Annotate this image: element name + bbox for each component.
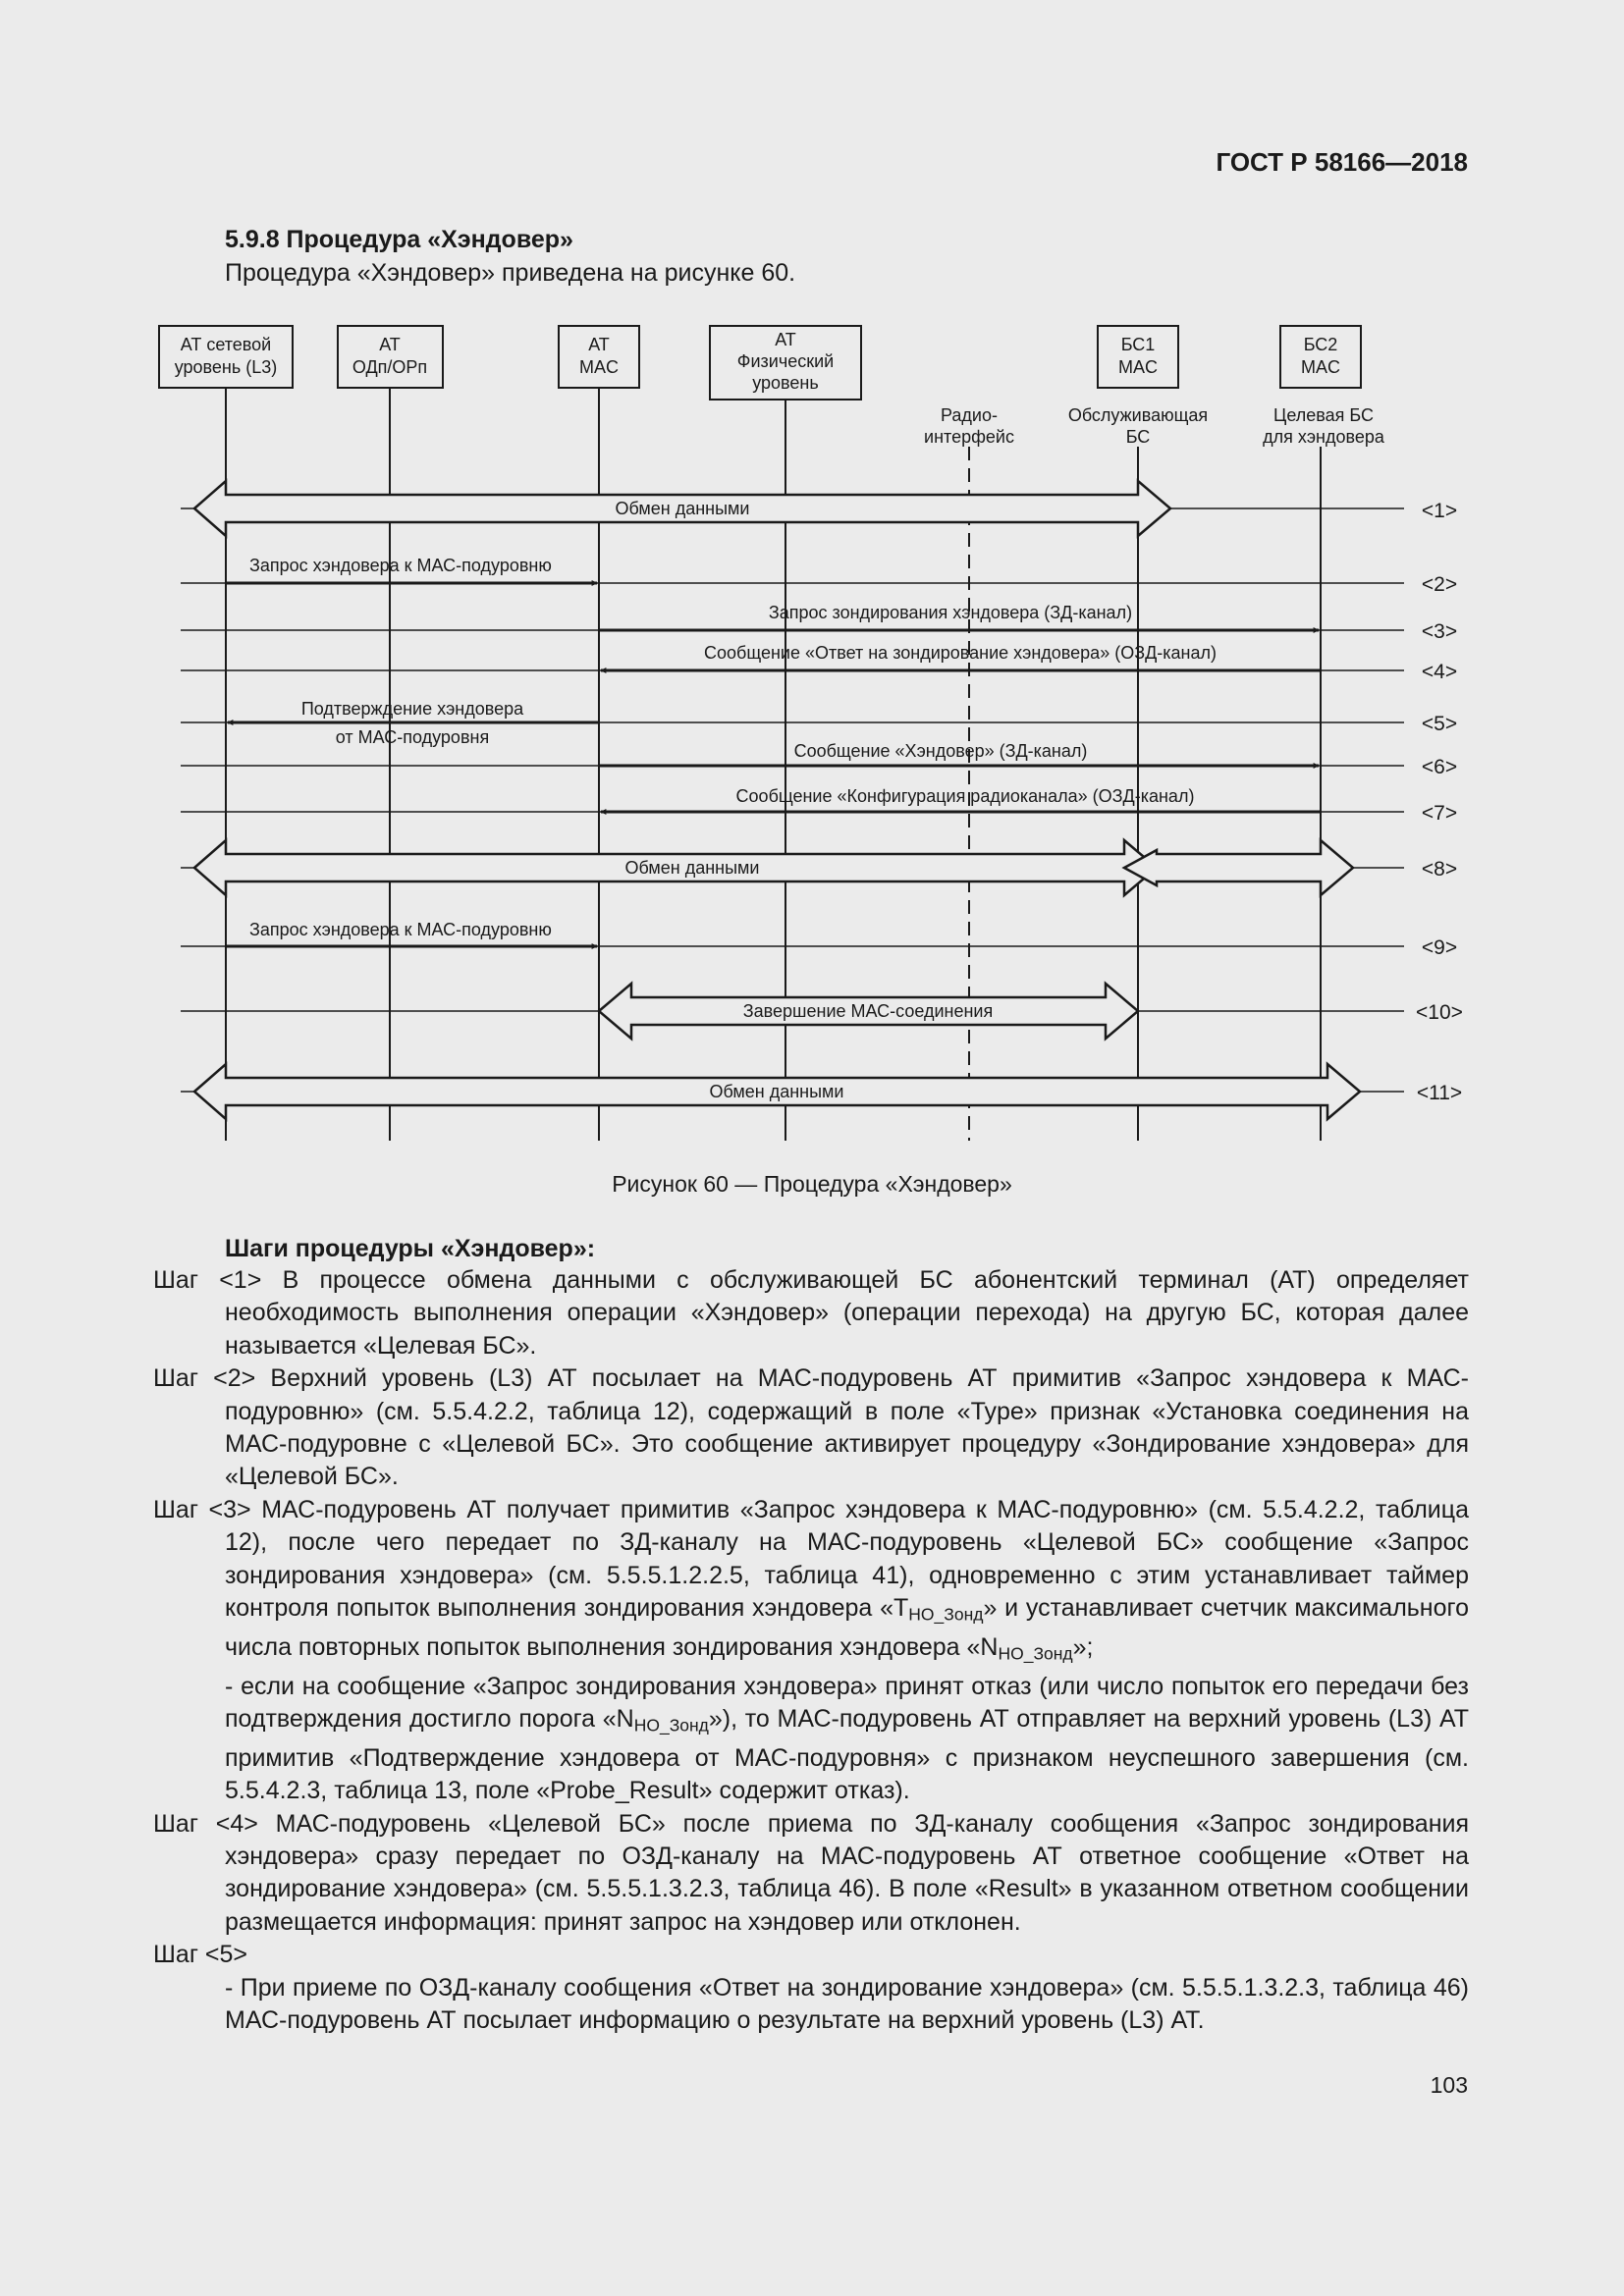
msg-label-5a: Подтверждение хэндовера (300, 699, 524, 719)
msg-label-1: Обмен данными (615, 499, 750, 518)
entity-at-phy-line1: АТ (775, 330, 796, 349)
entity-bs1-line1: БС1 (1120, 335, 1156, 354)
steps-title: Шаги процедуры «Хэндовер»: (225, 1235, 596, 1262)
bs1-role-line1: Обслуживающая (1067, 405, 1209, 425)
step-number-10: <10> (1416, 1001, 1463, 1024)
entity-at-odp-line2: ОДп/ОРп (352, 357, 428, 377)
section-title: 5.9.8 Процедура «Хэндовер» (225, 226, 573, 253)
entity-at-mac-line1: АТ (588, 335, 610, 354)
entity-bs2-line1: БС2 (1303, 335, 1338, 354)
entity-at-phy-line2: Физический (736, 351, 835, 371)
msg-label-5b: от МАС-подуровня (335, 727, 490, 747)
section-intro: Процедура «Хэндовер» приведена на рисунке 60. (225, 259, 796, 287)
entity-at-l3-line1: АТ сетевой (180, 335, 272, 354)
page-number: 103 (1430, 2072, 1468, 2098)
step-number-11: <11> (1416, 1082, 1463, 1104)
step-3-part-c: »; (1072, 1632, 1094, 1661)
step-3-subscript-t: НО_Зонд (908, 1604, 984, 1625)
radio-label-line2: интерфейс (924, 427, 1014, 447)
msg-label-11: Обмен данными (709, 1082, 844, 1101)
msg-label-7: Сообщение «Конфигурация радиоканала» (ОЗД-канал) (735, 786, 1195, 806)
step-number-5: <5> (1421, 713, 1458, 735)
bs2-role-line1: Целевая БС (1273, 405, 1374, 425)
entity-at-l3-line2: уровень (L3) (174, 357, 278, 377)
step-5-detail: - При приеме по ОЗД-каналу сообщения «Ответ на зондирование хэндовера» (см. 5.5.5.1.3.2.3, таблица 46) МАС-подуровень АТ посылает информацию о результате на верхний уровень (L3) АТ. (225, 1973, 1469, 2035)
entity-at-phy-line3: уровень (752, 373, 819, 393)
step-3-detail-part2: »), то МАС-подуровень АТ отправляет на верхний уровень (L3) АТ примитив «Подтверждение хэндовера от МАС-подуровня» с признаком неуспешного завершения (см. 5.5.4.2.3, таблица 13, поле «Probe_Result» содержит отказ). (225, 1705, 1469, 1805)
step-number-2: <2> (1421, 573, 1458, 596)
radio-label-line1: Радио- (941, 405, 998, 425)
bs1-role-line2: БС (1125, 427, 1151, 447)
entity-bs1-line2: MAC (1118, 357, 1158, 377)
step-1-text: Шаг <1> В процессе обмена данными с обслуживающей БС абонентский терминал (АТ) определяет необходимость выполнения операции «Хэндовер» (операции перехода) на другую БС, которая далее называется «Целевая БС». (153, 1266, 1469, 1360)
step-3-text (153, 1494, 1469, 1671)
step-3-detail-part1: - если на сообщение «Запрос зондирования хэндовера» принят отказ (или число попыток его передачи без подтверждения достигло порога «N (225, 1672, 1469, 1734)
msg-label-10: Завершение МАС-соединения (742, 1001, 994, 1021)
step-number-9: <9> (1421, 936, 1458, 959)
entity-at-odp-line1: АТ (379, 335, 401, 354)
step-number-3: <3> (1421, 620, 1458, 643)
entity-at-mac-line2: MAC (579, 357, 619, 377)
msg-label-3: Запрос зондирования хэндовера (ЗД-канал) (768, 603, 1133, 622)
double-arrow-8b (1124, 840, 1353, 895)
step-3-part-b: » и устанавливает счетчик максимального числа повторных попыток выполнения зондирования хэндовера «N (225, 1594, 1469, 1661)
msg-label-4: Сообщение «Ответ на зондирование хэндовера» (ОЗД-канал) (704, 643, 1217, 663)
step-3-detail-subscript: НО_Зонд (633, 1715, 709, 1735)
step-3-detail (153, 1671, 1469, 1808)
step-4-text: Шаг <4> МАС-подуровень «Целевой БС» после приема по ЗД-каналу сообщения «Запрос зондирования хэндовера» сразу передает по ОЗД-каналу на МАС-подуровень АТ ответное сообщение «Ответ на зондирование хэндовера» (см. 5.5.5.1.3.2.3, таблица 46). В поле «Result» в указанном ответном сообщении размещается информация: принят запрос на хэндовер или отклонен. (153, 1809, 1469, 1936)
step-number-4: <4> (1421, 661, 1458, 683)
step-number-8: <8> (1421, 858, 1458, 881)
step-3-part-a: Шаг <3> МАС-подуровень АТ получает примитив «Запрос хэндовера к МАС-подуровню» (см. 5.5.4.2.2, таблица 12), после чего передает по ЗД-каналу на МАС-подуровень «Целевой БС» сообщение «Запрос зондирования хэндовера» (см. 5.5.5.1.2.2.5, таблица 41), одновременно с этим устанавливает таймер контроля попыток выполнения зондирования хэндовера «T (153, 1495, 1469, 1623)
step-2-text: Шаг <2> Верхний уровень (L3) АТ посылает на МАС-подуровень АТ примитив «Запрос хэндовера к МАС-подуровню» (см. 5.5.4.2.2, таблица 12), содержащий в поле «Type» признак «Установка соединения на МАС-подуровне с «Целевой БС». Это сообщение активирует процедуру «Зондирование хэндовера» для «Целевой БС». (153, 1364, 1469, 1491)
step-number-7: <7> (1421, 802, 1458, 825)
msg-label-2: Запрос хэндовера к МАС-подуровню (249, 556, 552, 575)
msg-label-6: Сообщение «Хэндовер» (ЗД-канал) (793, 741, 1088, 761)
step-number-1: <1> (1421, 500, 1458, 522)
bs2-role-line2: для хэндовера (1263, 427, 1384, 447)
step-3-subscript-n: НО_Зонд (998, 1643, 1073, 1664)
msg-label-9: Запрос хэндовера к МАС-подуровню (249, 920, 552, 939)
msg-label-8: Обмен данными (624, 858, 760, 878)
document-code: ГОСТ Р 58166—2018 (1216, 147, 1468, 177)
steps-body (153, 1264, 1469, 2037)
step-5-text: Шаг <5> (153, 1941, 247, 1969)
entity-bs2-line2: MAC (1301, 357, 1340, 377)
step-number-6: <6> (1421, 756, 1458, 778)
figure-caption: Рисунок 60 — Процедура «Хэндовер» (612, 1171, 1012, 1197)
